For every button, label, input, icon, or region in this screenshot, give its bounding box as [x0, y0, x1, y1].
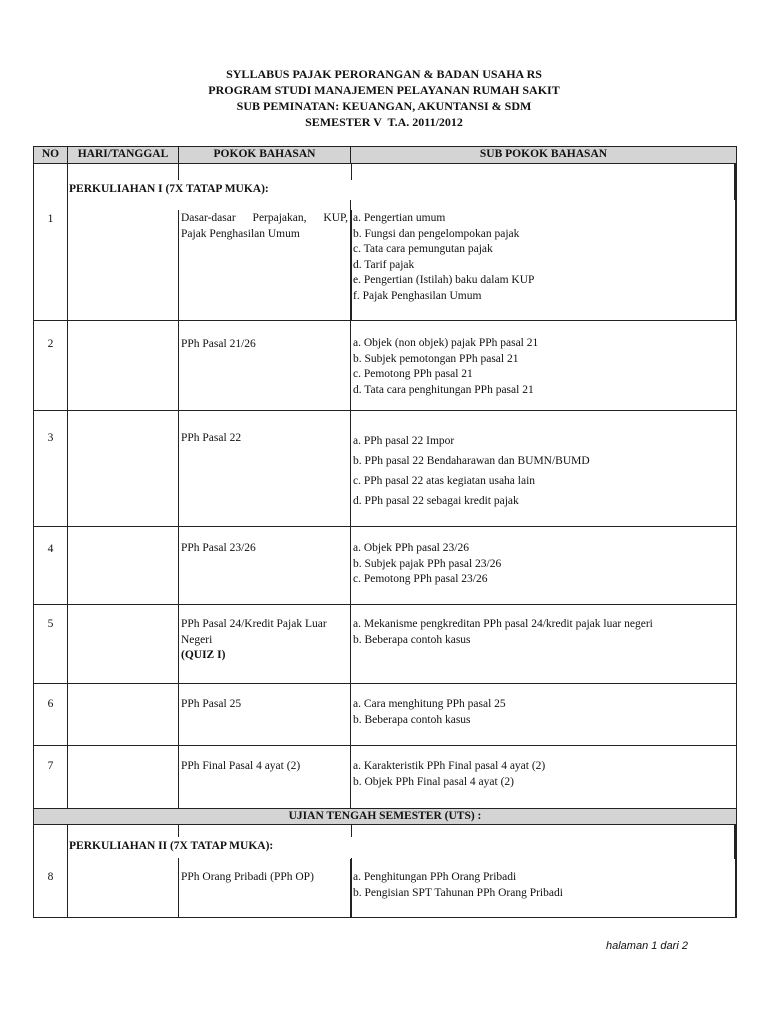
pokok-text: PPh Orang Pribadi (PPh OP) [179, 825, 351, 917]
sub-item: b. Beberapa contoh kasus [353, 713, 471, 726]
sub-item: a. Karakteristik PPh Final pasal 4 ayat (2) [353, 760, 546, 772]
row-number: 2 [34, 321, 68, 410]
table-row [34, 321, 736, 411]
row-number: 8 [34, 825, 68, 917]
sub-item: d. PPh pasal 22 sebagai kredit pajak [353, 495, 519, 507]
quiz-label: (QUIZ I) [181, 649, 226, 661]
sub-item: d. Tata cara penghitungan PPh pasal 21 [353, 383, 534, 396]
sub-pokok-list [351, 411, 736, 526]
title-line-2: PROGRAM STUDI MANAJEMEN PELAYANAN RUMAH SAKIT [208, 83, 560, 97]
row-number: 7 [34, 746, 68, 808]
title-line-1: SYLLABUS PAJAK PERORANGAN & BADAN USAHA RS [226, 67, 542, 81]
pokok-bahasan [179, 605, 351, 683]
sub-item: c. Pemotong PPh pasal 23/26 [353, 573, 488, 585]
pokok-text: PPh Pasal 21/26 [179, 321, 351, 410]
row-number: 6 [34, 684, 68, 745]
section-label-perkuliahan-2: PERKULIAHAN II (7X TATAP MUKA): [69, 839, 275, 855]
table-row [34, 527, 736, 605]
table-row [34, 164, 736, 321]
uts-row: UJIAN TENGAH SEMESTER (UTS) : [34, 809, 736, 825]
sub-item: d. Tarif pajak [353, 258, 415, 271]
sub-pokok-list [351, 527, 736, 604]
sub-item: b. Pengisian SPT Tahunan PPh Orang Pribadi [353, 886, 563, 899]
pokok-text: Dasar-dasar Perpajakan, KUP, Pajak Penghasilan Umum [181, 212, 348, 240]
header-no: NO [34, 147, 68, 163]
sub-item: b. Beberapa contoh kasus [353, 633, 471, 646]
sub-item: c. Pemotong PPh pasal 21 [353, 368, 473, 380]
sub-item: f. Pajak Penghasilan Umum [353, 289, 482, 302]
table-row [34, 684, 736, 746]
sub-item: b. Subjek pemotongan PPh pasal 21 [353, 352, 519, 365]
pokok-text: PPh Pasal 23/26 [179, 527, 351, 604]
sub-pokok-list [351, 605, 736, 683]
page-footer: halaman 1 dari 2 [606, 940, 688, 952]
row-number: 1 [34, 164, 68, 320]
row-number: 4 [34, 527, 68, 604]
sub-item: e. Pengertian (Istilah) baku dalam KUP [353, 274, 535, 286]
sub-item: a. PPh pasal 22 Impor [353, 435, 455, 447]
sub-item: a. Cara menghitung PPh pasal 25 [353, 698, 506, 710]
table-row [34, 825, 736, 918]
sub-item: b. PPh pasal 22 Bendaharawan dan BUMN/BUMD [353, 455, 590, 467]
pokok-text: PPh Pasal 25 [179, 684, 351, 745]
row-number: 3 [34, 411, 68, 526]
sub-item: a. Objek PPh pasal 23/26 [353, 542, 469, 554]
table-row [34, 411, 736, 527]
title-line-4: SEMESTER V T.A. 2011/2012 [305, 115, 463, 129]
header-pokok: POKOK BAHASAN [179, 147, 351, 163]
sub-pokok-list [351, 684, 736, 745]
sub-item: a. Pengertian umum [353, 212, 446, 224]
row-number: 5 [34, 605, 68, 683]
document-title [0, 66, 768, 130]
sub-item: c. Tata cara pemungutan pajak [353, 243, 493, 255]
table-row [34, 605, 736, 684]
header-tanggal: HARI/TANGGAL [68, 147, 179, 163]
pokok-text: PPh Pasal 22 [179, 411, 351, 526]
title-line-3: SUB PEMINATAN: KEUANGAN, AKUNTANSI & SDM [236, 99, 532, 113]
pokok-text: PPh Pasal 24/Kredit Pajak Luar Negeri [181, 618, 327, 646]
sub-item: b. Subjek pajak PPh pasal 23/26 [353, 557, 502, 570]
sub-item: a. Objek (non objek) pajak PPh pasal 21 [353, 337, 539, 349]
sub-pokok-list [351, 746, 736, 808]
sub-item: b. Fungsi dan pengelompokan pajak [353, 227, 520, 240]
pokok-text: PPh Final Pasal 4 ayat (2) [179, 746, 351, 808]
header-sub: SUB POKOK BAHASAN [479, 148, 608, 161]
sub-item: b. Objek PPh Final pasal 4 ayat (2) [353, 775, 514, 788]
syllabus-table [33, 146, 737, 918]
table-row [34, 746, 736, 809]
sub-item: a. Mekanisme pengkreditan PPh pasal 24/kredit pajak luar negeri [353, 618, 653, 630]
section-label-perkuliahan-1: PERKULIAHAN I (7X TATAP MUKA): [69, 182, 271, 198]
sub-pokok-list [351, 321, 736, 410]
sub-item: c. PPh pasal 22 atas kegiatan usaha lain [353, 475, 536, 487]
sub-item: a. Penghitungan PPh Orang Pribadi [353, 871, 517, 883]
table-header [34, 147, 736, 164]
